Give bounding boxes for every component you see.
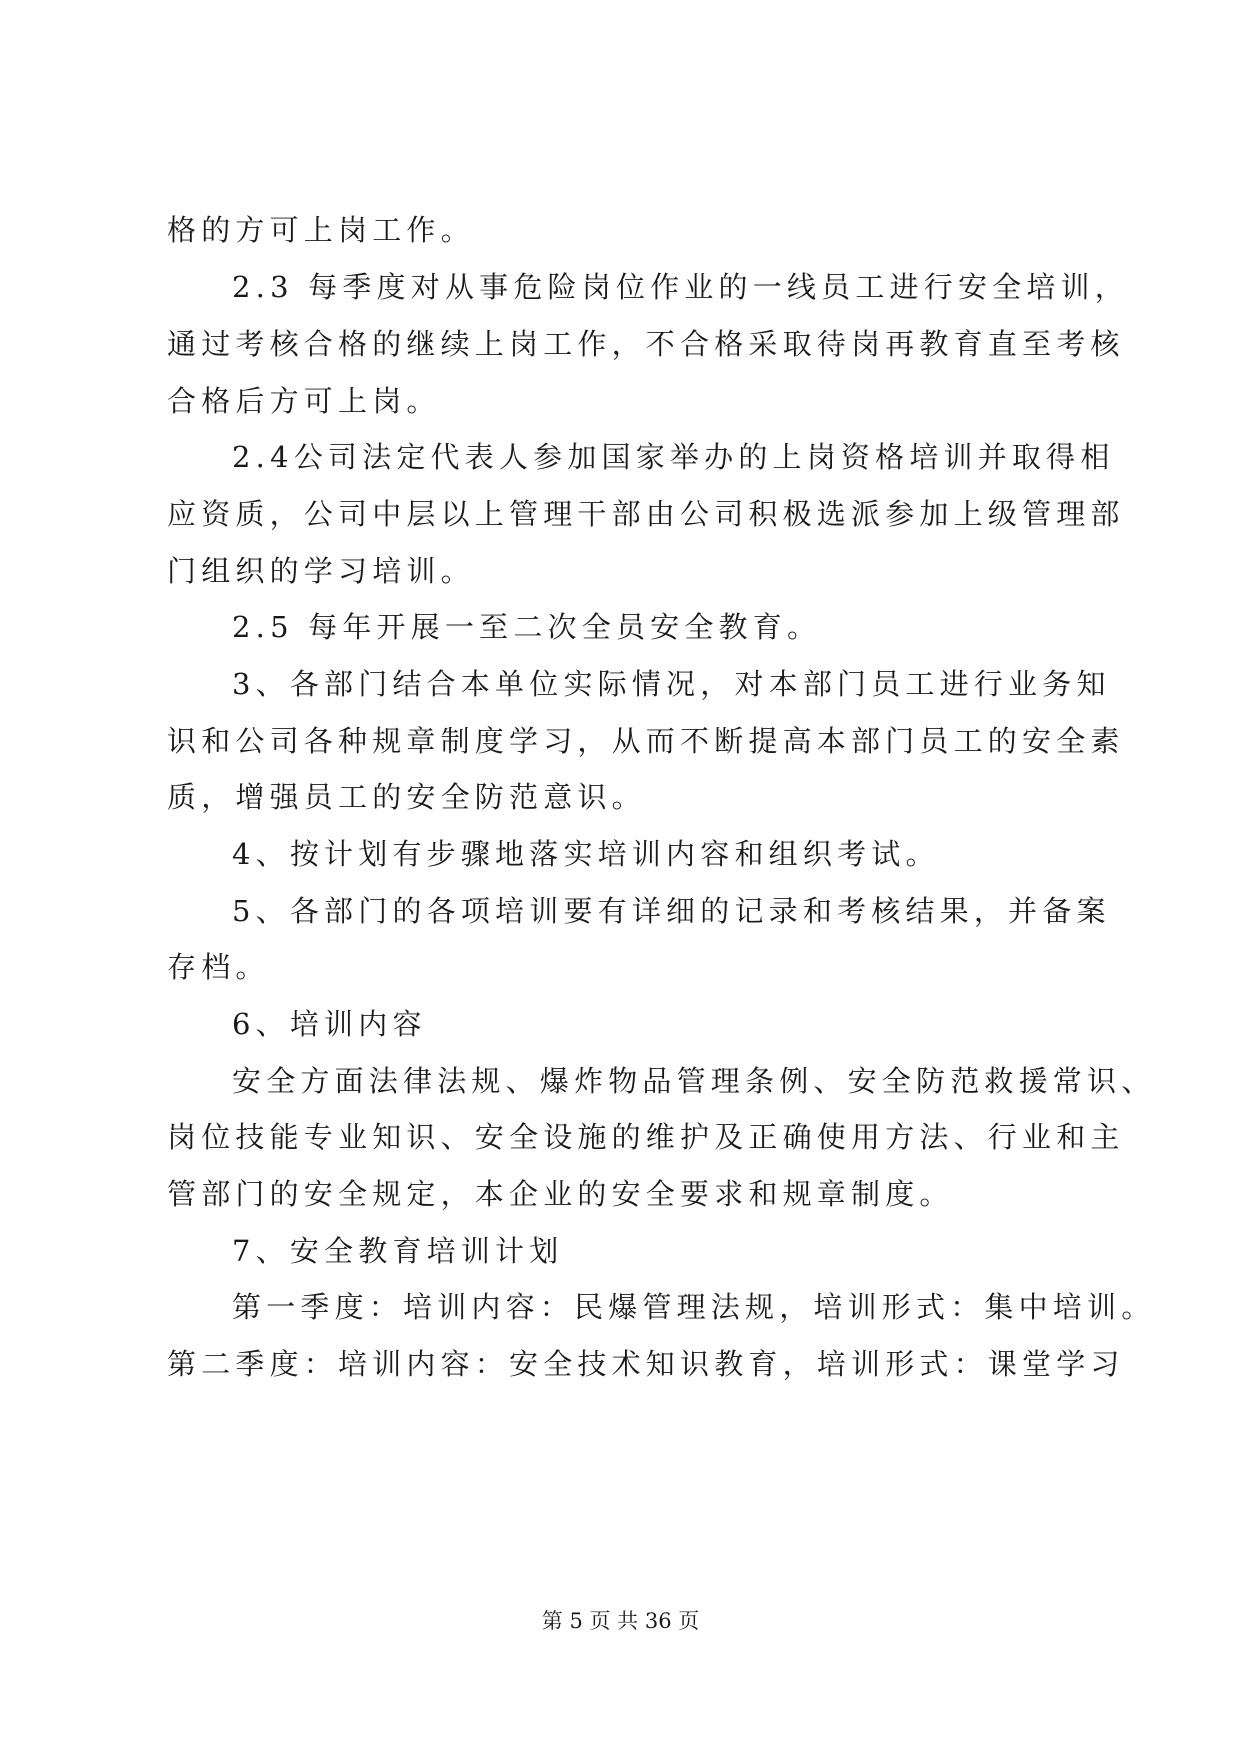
text-line: 第一季度：培训内容：民爆管理法规，培训形式：集中培训。 (232, 1290, 1156, 1324)
page-number-footer: 第 5 页 共 36 页 (541, 1609, 700, 1633)
text-line: 应资质，公司中层以上管理干部由公司积极选派参加上级管理部 (167, 497, 1125, 531)
text-line: 合格后方可上岗。 (167, 384, 441, 418)
text-line: 7、安全教育培训计划 (232, 1234, 564, 1268)
text-line: 门组织的学习培训。 (167, 554, 475, 588)
text-line: 4、按计划有步骤地落实培训内容和组织考试。 (232, 837, 940, 871)
text-line: 存档。 (167, 950, 270, 984)
text-line: 2.4公司法定代表人参加国家举办的上岗资格培训并取得相 (232, 440, 1115, 474)
text-line: 2.3 每季度对从事危险岗位作业的一线员工进行安全培训， (232, 270, 1129, 304)
text-line: 格的方可上岗工作。 (167, 213, 475, 247)
text-line: 管部门的安全规定，本企业的安全要求和规章制度。 (167, 1177, 954, 1211)
text-line: 第二季度：培训内容：安全技术知识教育，培训形式：课堂学习 (167, 1347, 1125, 1381)
text-line: 6、培训内容 (232, 1007, 427, 1041)
text-line: 安全方面法律法规、爆炸物品管理条例、安全防范救援常识、 (232, 1064, 1156, 1098)
text-line: 3、各部门结合本单位实际情况，对本部门员工进行业务知 (232, 667, 1111, 701)
text-line: 岗位技能专业知识、安全设施的维护及正确使用方法、行业和主 (167, 1120, 1125, 1154)
text-line: 5、各部门的各项培训要有详细的记录和考核结果，并备案 (232, 894, 1111, 928)
text-line: 识和公司各种规章制度学习，从而不断提高本部门员工的安全素 (167, 724, 1125, 758)
text-line: 2.5 每年开展一至二次全员安全教育。 (232, 610, 822, 644)
text-line: 质，增强员工的安全防范意识。 (167, 780, 646, 814)
text-line: 通过考核合格的继续上岗工作，不合格采取待岗再教育直至考核 (167, 327, 1125, 361)
